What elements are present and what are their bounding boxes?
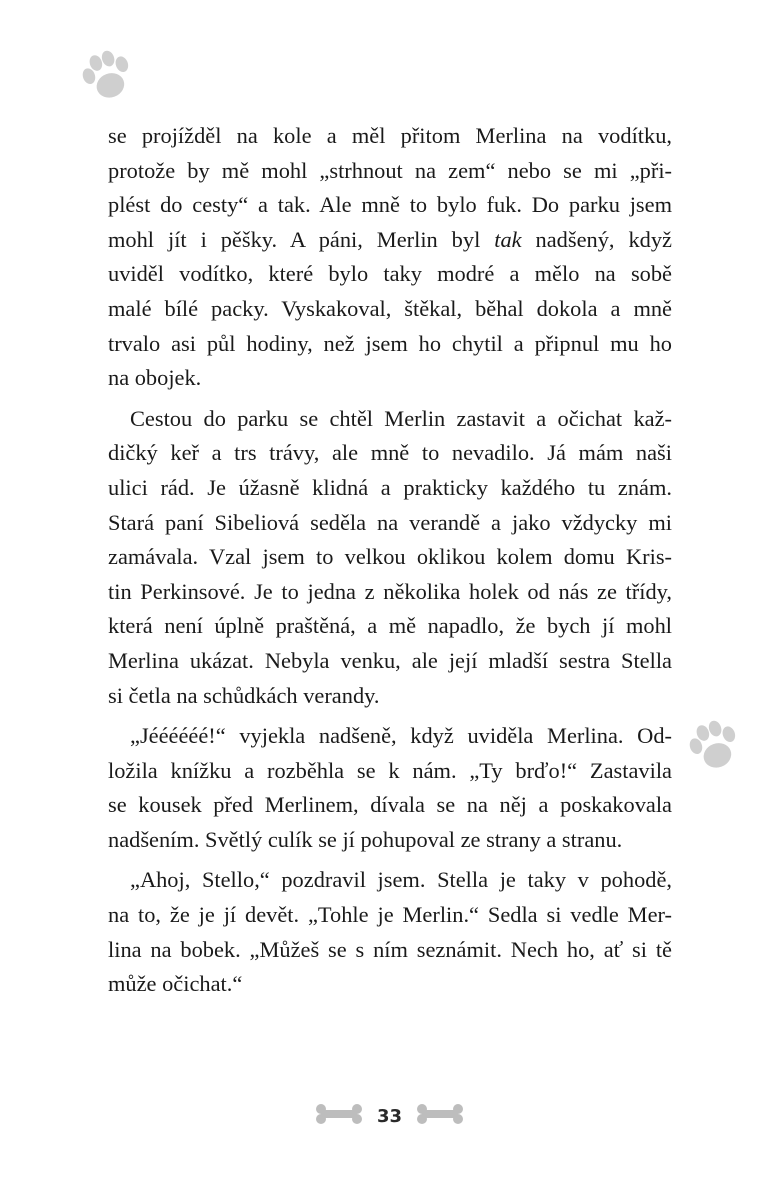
text-line: plést do cesty“ a tak. Ale mně to bylo fuk. Do parku jsem — [108, 192, 672, 218]
text-line: nadšením. Světlý culík se jí pohupoval ze strany a stranu. — [108, 826, 623, 852]
text-line: si četla na schůdkách verandy. — [108, 682, 380, 708]
emphasized-word: tak — [494, 226, 522, 252]
text-line: lina na bobek. „Můžeš se s ním seznámit. Nech ho, ať si tě — [108, 936, 672, 962]
book-page-text — [108, 119, 672, 1002]
paragraph — [108, 863, 672, 1001]
paw-print-icon — [685, 718, 743, 774]
text-line: Stará paní Sibeliová seděla na verandě a jako vždycky mi — [108, 509, 672, 535]
text-line: „Jéééééé!“ vyjekla nadšeně, když uviděla Merlina. Od- — [130, 723, 672, 749]
paragraph — [108, 402, 672, 713]
text-line: na to, že je jí devět. „Tohle je Merlin.“ Sedla si vedle Mer- — [108, 902, 672, 928]
paw-print-icon — [78, 48, 136, 104]
text-line: ložila knížku a rozběhla se k nám. „Ty brďo!“ Zastavila — [108, 757, 672, 783]
text-line: která není úplně praštěná, a mě napadlo, že bych jí mohl — [108, 613, 672, 639]
text-line: může očichat.“ — [108, 971, 243, 997]
text-segment: mohl jít i pěšky. A páni, Merlin byl — [108, 226, 495, 252]
bone-icon — [416, 1103, 464, 1130]
text-line: na obojek. — [108, 365, 202, 391]
text-line: malé bílé packy. Vyskakoval, štěkal, běhal dokola a mně — [108, 295, 672, 321]
text-line: zamávala. Vzal jsem to velkou oklikou kolem domu Kris- — [108, 544, 672, 570]
text-line: „Ahoj, Stello,“ pozdravil jsem. Stella je taky v pohodě, — [130, 867, 672, 893]
text-line: dičký keř a trs trávy, ale mně to nevadilo. Já mám naši — [108, 440, 672, 466]
text-line — [108, 223, 672, 258]
text-segment: nadšený, když — [521, 226, 672, 252]
text-line: ulici rád. Je úžasně klidná a prakticky každého tu znám. — [108, 474, 672, 500]
page-footer — [0, 1098, 779, 1134]
bone-icon — [315, 1103, 363, 1130]
text-line: se projížděl na kole a měl přitom Merlina na vodítku, — [108, 123, 672, 148]
text-line: se kousek před Merlinem, dívala se na něj a poskakovala — [108, 792, 672, 818]
paragraph — [108, 719, 672, 857]
text-line: Cestou do parku se chtěl Merlin zastavit a očichat kaž- — [130, 405, 672, 431]
text-line: protože by mě mohl „strhnout na zem“ nebo se mi „při- — [108, 157, 672, 183]
text-line: uviděl vodítko, které bylo taky modré a mělo na sobě — [108, 261, 672, 287]
page-number: 33 — [376, 1105, 403, 1127]
text-line: Merlina ukázat. Nebyla venku, ale její mladší sestra Stella — [108, 647, 672, 673]
paragraph — [108, 119, 672, 396]
text-line: trvalo asi půl hodiny, než jsem ho chytil a připnul mu ho — [108, 330, 672, 356]
text-line: tin Perkinsové. Je to jedna z několika holek od nás ze třídy, — [108, 578, 672, 604]
